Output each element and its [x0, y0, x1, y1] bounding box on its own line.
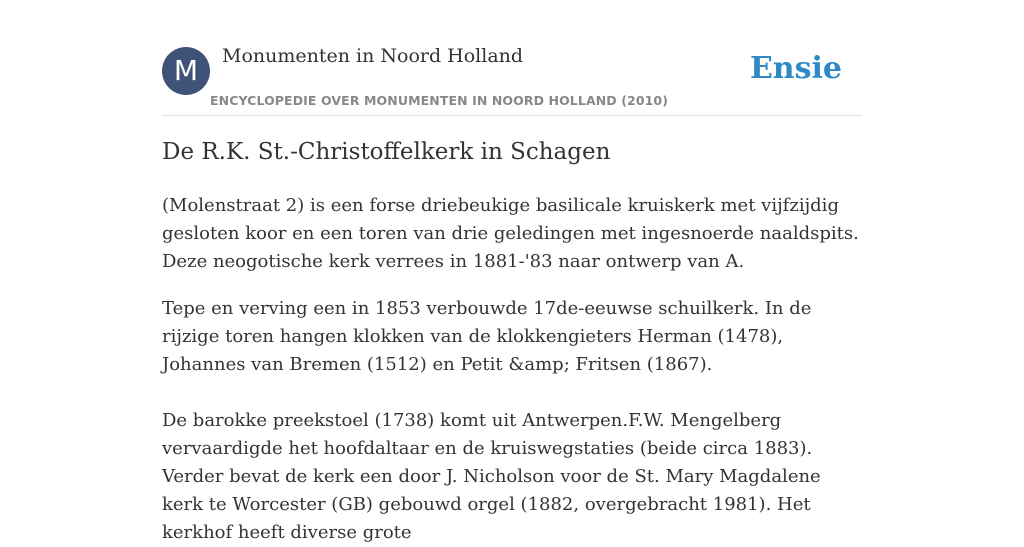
article-paragraph-2: Tepe en verving een in 1853 verbouwde 17de-eeuwse schuilkerk. In de rijzige toren hangen klokken van de klokkengieters Herman (1478), Johannes van Bremen (1512) en Petit &amp; Fritsen (1867).	[162, 298, 812, 375]
header-divider	[162, 115, 862, 116]
article-title: De R.K. St.-Christoffelkerk in Schagen	[162, 139, 611, 165]
source-subtitle: ENCYCLOPEDIE OVER MONUMENTEN IN NOORD HOLLAND (2010)	[210, 93, 669, 108]
article-paragraph-3: De barokke preekstoel (1738) komt uit Antwerpen.F.W. Mengelberg vervaardigde het hoofdaltaar en de kruiswegstaties (beide circa 1883). Verder bevat de kerk een door J. Nicholson voor de St. Mary Magdalene kerk te Worcester (GB) gebouwd orgel (1882, overgebracht 1981). Het kerkhof heeft diverse grote	[162, 410, 821, 543]
source-title-link[interactable]: Monumenten in Noord Holland	[222, 45, 524, 67]
ensie-logo-link[interactable]: Ensie	[749, 51, 842, 86]
avatar[interactable]: M	[162, 47, 210, 95]
article-paragraph-1: (Molenstraat 2) is een forse driebeukige basilicale kruiskerk met vijfzijdig gesloten koor en een toren van drie geledingen met ingesnoerde naaldspits. Deze neogotische kerk verrees in 1881-'83 naar ontwerp van A.	[162, 195, 859, 272]
